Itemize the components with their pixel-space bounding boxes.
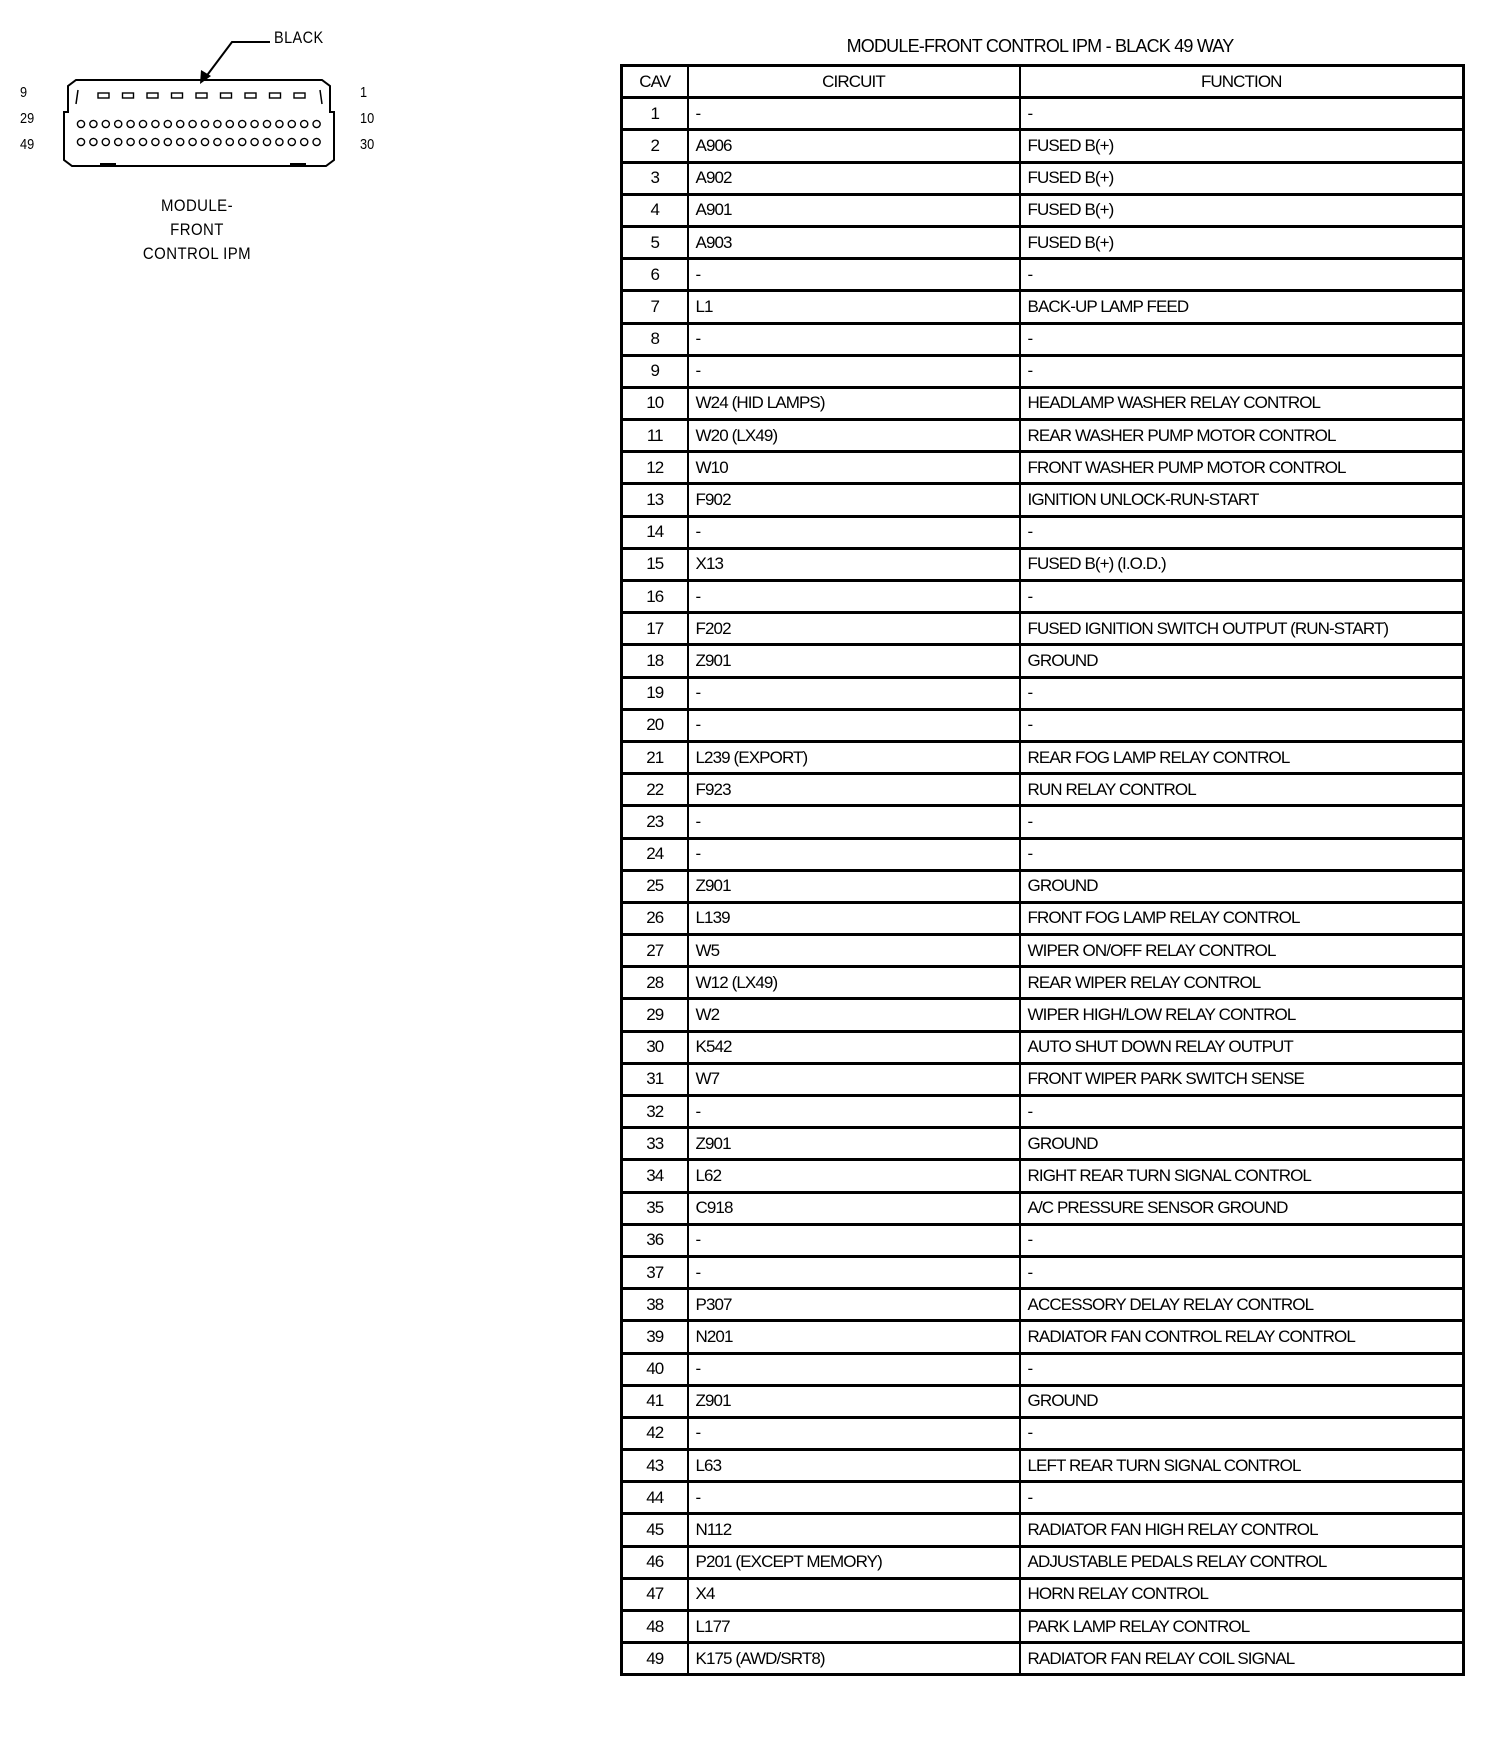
table-row: [622, 1578, 1464, 1610]
circuit-cell: -: [688, 838, 1020, 870]
pin-number-mid-left: 29: [20, 110, 35, 127]
circuit-cell: -: [688, 1096, 1020, 1128]
cav-cell: 3: [622, 162, 688, 194]
pin-cavity: [245, 93, 256, 98]
table-row: [622, 806, 1464, 838]
pin-cavity: [127, 120, 134, 127]
cav-cell: 48: [622, 1611, 688, 1643]
pin-cavity: [123, 93, 134, 98]
pin-number-bottom-left: 49: [20, 136, 35, 153]
connector-pin-cavities: [77, 93, 320, 146]
table-row: [622, 677, 1464, 709]
cav-cell: 5: [622, 226, 688, 258]
table-row: [622, 1128, 1464, 1160]
table-row: [622, 1096, 1464, 1128]
circuit-cell: W5: [688, 935, 1020, 967]
table-row: [622, 1385, 1464, 1417]
cav-cell: 28: [622, 967, 688, 999]
circuit-cell: N112: [688, 1514, 1020, 1546]
function-cell: -: [1020, 1224, 1464, 1256]
table-row: [622, 967, 1464, 999]
cav-cell: 36: [622, 1224, 688, 1256]
pin-cavity: [90, 138, 97, 145]
pin-cavity: [77, 120, 84, 127]
function-cell: -: [1020, 259, 1464, 291]
function-cell: RADIATOR FAN RELAY COIL SIGNAL: [1020, 1643, 1464, 1675]
module-label-line: CONTROL IPM: [142, 244, 252, 263]
module-label-line: FRONT: [170, 220, 224, 239]
function-cell: GROUND: [1020, 1385, 1464, 1417]
pin-cavity: [177, 120, 184, 127]
module-label: [122, 194, 272, 266]
circuit-cell: -: [688, 806, 1020, 838]
cav-cell: 9: [622, 355, 688, 387]
function-cell: -: [1020, 1353, 1464, 1385]
table-row: [622, 259, 1464, 291]
cav-cell: 38: [622, 1289, 688, 1321]
function-cell: FUSED B(+): [1020, 226, 1464, 258]
circuit-cell: L62: [688, 1160, 1020, 1192]
pin-cavity: [201, 138, 208, 145]
function-cell: FRONT WASHER PUMP MOTOR CONTROL: [1020, 452, 1464, 484]
pin-cavity: [164, 138, 171, 145]
cav-cell: 42: [622, 1417, 688, 1449]
circuit-cell: C918: [688, 1192, 1020, 1224]
pin-cavity: [294, 93, 305, 98]
pin-cavity: [301, 138, 308, 145]
table-row: [622, 1546, 1464, 1578]
cav-cell: 1: [622, 98, 688, 130]
pin-cavity: [127, 138, 134, 145]
function-cell: -: [1020, 1417, 1464, 1449]
function-cell: HORN RELAY CONTROL: [1020, 1578, 1464, 1610]
cav-cell: 19: [622, 677, 688, 709]
function-cell: ACCESSORY DELAY RELAY CONTROL: [1020, 1289, 1464, 1321]
circuit-cell: K175 (AWD/SRT8): [688, 1643, 1020, 1675]
circuit-cell: A906: [688, 130, 1020, 162]
function-cell: RUN RELAY CONTROL: [1020, 774, 1464, 806]
table-row: [622, 1289, 1464, 1321]
pin-cavity: [313, 138, 320, 145]
table-row: [622, 1482, 1464, 1514]
circuit-cell: X4: [688, 1578, 1020, 1610]
cav-cell: 47: [622, 1578, 688, 1610]
table-row: [622, 548, 1464, 580]
cav-cell: 43: [622, 1450, 688, 1482]
module-label-line: MODULE-: [160, 196, 234, 215]
circuit-cell: W10: [688, 452, 1020, 484]
pin-cavity: [276, 120, 283, 127]
header-cav: CAV: [622, 66, 688, 98]
circuit-cell: F202: [688, 613, 1020, 645]
pin-cavity: [239, 138, 246, 145]
table-row: [622, 484, 1464, 516]
table-row: [622, 1031, 1464, 1063]
cav-cell: 11: [622, 420, 688, 452]
cav-cell: 8: [622, 323, 688, 355]
pin-cavity: [263, 138, 270, 145]
function-cell: -: [1020, 1096, 1464, 1128]
circuit-cell: F923: [688, 774, 1020, 806]
pin-cavity: [90, 120, 97, 127]
circuit-cell: -: [688, 98, 1020, 130]
table-row: [622, 999, 1464, 1031]
table-row: [622, 1353, 1464, 1385]
circuit-cell: -: [688, 1482, 1020, 1514]
function-cell: FUSED B(+): [1020, 162, 1464, 194]
table-row: [622, 838, 1464, 870]
circuit-cell: L63: [688, 1450, 1020, 1482]
table-row: [622, 323, 1464, 355]
function-cell: A/C PRESSURE SENSOR GROUND: [1020, 1192, 1464, 1224]
table-row: [622, 355, 1464, 387]
table-row: [622, 420, 1464, 452]
function-cell: FUSED B(+) (I.O.D.): [1020, 548, 1464, 580]
table-row: [622, 1611, 1464, 1643]
function-cell: HEADLAMP WASHER RELAY CONTROL: [1020, 387, 1464, 419]
circuit-cell: Z901: [688, 1128, 1020, 1160]
cav-cell: 44: [622, 1482, 688, 1514]
table-row: [622, 226, 1464, 258]
table-title: MODULE-FRONT CONTROL IPM - BLACK 49 WAY: [846, 36, 1234, 56]
circuit-cell: Z901: [688, 1385, 1020, 1417]
table-row: [622, 98, 1464, 130]
function-cell: -: [1020, 98, 1464, 130]
circuit-cell: -: [688, 709, 1020, 741]
table-row: [622, 1417, 1464, 1449]
connector-color-callout: BLACK: [274, 28, 324, 47]
circuit-cell: P201 (EXCEPT MEMORY): [688, 1546, 1020, 1578]
function-cell: BACK-UP LAMP FEED: [1020, 291, 1464, 323]
cav-cell: 30: [622, 1031, 688, 1063]
pin-cavity: [147, 93, 158, 98]
cav-cell: 37: [622, 1256, 688, 1288]
pin-cavity: [270, 93, 281, 98]
circuit-cell: -: [688, 677, 1020, 709]
pin-cavity: [139, 138, 146, 145]
cav-cell: 22: [622, 774, 688, 806]
pin-cavity: [77, 138, 84, 145]
cav-cell: 14: [622, 516, 688, 548]
function-cell: GROUND: [1020, 1128, 1464, 1160]
circuit-cell: W12 (LX49): [688, 967, 1020, 999]
cav-cell: 32: [622, 1096, 688, 1128]
function-cell: -: [1020, 516, 1464, 548]
table-row: [622, 291, 1464, 323]
circuit-cell: -: [688, 1224, 1020, 1256]
circuit-cell: L1: [688, 291, 1020, 323]
pin-cavity: [226, 138, 233, 145]
circuit-cell: W7: [688, 1063, 1020, 1095]
pin-cavity: [214, 120, 221, 127]
circuit-cell: -: [688, 1353, 1020, 1385]
pinout-table-body: [622, 98, 1464, 1675]
circuit-cell: -: [688, 1417, 1020, 1449]
cav-cell: 31: [622, 1063, 688, 1095]
table-header-row: [622, 66, 1464, 98]
cav-cell: 13: [622, 484, 688, 516]
function-cell: RIGHT REAR TURN SIGNAL CONTROL: [1020, 1160, 1464, 1192]
pin-cavity: [226, 120, 233, 127]
pin-cavity: [98, 93, 109, 98]
table-row: [622, 1321, 1464, 1353]
cav-cell: 41: [622, 1385, 688, 1417]
table-row: [622, 1450, 1464, 1482]
function-cell: -: [1020, 1256, 1464, 1288]
circuit-cell: W24 (HID LAMPS): [688, 387, 1020, 419]
circuit-cell: A901: [688, 194, 1020, 226]
function-cell: RADIATOR FAN HIGH RELAY CONTROL: [1020, 1514, 1464, 1546]
cav-cell: 2: [622, 130, 688, 162]
circuit-cell: -: [688, 1256, 1020, 1288]
circuit-cell: F902: [688, 484, 1020, 516]
circuit-cell: -: [688, 259, 1020, 291]
cav-cell: 15: [622, 548, 688, 580]
circuit-cell: -: [688, 355, 1020, 387]
function-cell: FUSED B(+): [1020, 194, 1464, 226]
cav-cell: 23: [622, 806, 688, 838]
cav-cell: 6: [622, 259, 688, 291]
cav-cell: 40: [622, 1353, 688, 1385]
pinout-table: [620, 64, 1465, 1676]
table-row: [622, 1063, 1464, 1095]
pin-cavity: [201, 120, 208, 127]
function-cell: -: [1020, 581, 1464, 613]
table-row: [622, 1256, 1464, 1288]
cav-cell: 29: [622, 999, 688, 1031]
function-cell: -: [1020, 323, 1464, 355]
pin-cavity: [172, 93, 183, 98]
pin-cavity: [251, 120, 258, 127]
circuit-cell: N201: [688, 1321, 1020, 1353]
cav-cell: 49: [622, 1643, 688, 1675]
circuit-cell: -: [688, 323, 1020, 355]
table-row: [622, 130, 1464, 162]
function-cell: IGNITION UNLOCK-RUN-START: [1020, 484, 1464, 516]
circuit-cell: X13: [688, 548, 1020, 580]
table-row: [622, 935, 1464, 967]
function-cell: PARK LAMP RELAY CONTROL: [1020, 1611, 1464, 1643]
circuit-cell: L239 (EXPORT): [688, 741, 1020, 773]
function-cell: -: [1020, 709, 1464, 741]
table-row: [622, 1192, 1464, 1224]
table-row: [622, 581, 1464, 613]
cav-cell: 4: [622, 194, 688, 226]
cav-cell: 18: [622, 645, 688, 677]
pin-cavity: [313, 120, 320, 127]
table-row: [622, 194, 1464, 226]
table-row: [622, 1643, 1464, 1675]
function-cell: RADIATOR FAN CONTROL RELAY CONTROL: [1020, 1321, 1464, 1353]
pin-cavity: [251, 138, 258, 145]
pin-cavity: [263, 120, 270, 127]
cav-cell: 12: [622, 452, 688, 484]
pin-cavity: [164, 120, 171, 127]
circuit-cell: K542: [688, 1031, 1020, 1063]
cav-cell: 24: [622, 838, 688, 870]
function-cell: WIPER HIGH/LOW RELAY CONTROL: [1020, 999, 1464, 1031]
table-row: [622, 1160, 1464, 1192]
circuit-cell: -: [688, 581, 1020, 613]
function-cell: REAR WASHER PUMP MOTOR CONTROL: [1020, 420, 1464, 452]
cav-cell: 27: [622, 935, 688, 967]
cav-cell: 39: [622, 1321, 688, 1353]
function-cell: ADJUSTABLE PEDALS RELAY CONTROL: [1020, 1546, 1464, 1578]
circuit-cell: P307: [688, 1289, 1020, 1321]
pin-cavity: [301, 120, 308, 127]
pin-number-top-right: 1: [360, 84, 368, 101]
pin-cavity: [196, 93, 207, 98]
cav-cell: 45: [622, 1514, 688, 1546]
pin-cavity: [152, 120, 159, 127]
circuit-cell: L139: [688, 902, 1020, 934]
function-cell: LEFT REAR TURN SIGNAL CONTROL: [1020, 1450, 1464, 1482]
table-row: [622, 1514, 1464, 1546]
function-cell: -: [1020, 1482, 1464, 1514]
cav-cell: 10: [622, 387, 688, 419]
function-cell: GROUND: [1020, 645, 1464, 677]
pin-cavity: [214, 138, 221, 145]
pin-cavity: [102, 120, 109, 127]
table-row: [622, 452, 1464, 484]
pin-cavity: [152, 138, 159, 145]
table-row: [622, 613, 1464, 645]
cav-cell: 46: [622, 1546, 688, 1578]
table-row: [622, 870, 1464, 902]
table-row: [622, 645, 1464, 677]
callout-leader-line: [205, 42, 270, 78]
cav-cell: 33: [622, 1128, 688, 1160]
table-row: [622, 516, 1464, 548]
function-cell: FUSED IGNITION SWITCH OUTPUT (RUN-START): [1020, 613, 1464, 645]
pin-number-mid-right: 10: [360, 110, 375, 127]
cav-cell: 7: [622, 291, 688, 323]
header-circuit: CIRCUIT: [688, 66, 1020, 98]
cav-cell: 26: [622, 902, 688, 934]
function-cell: -: [1020, 806, 1464, 838]
cav-cell: 17: [622, 613, 688, 645]
connector-diagram: [0, 0, 420, 280]
table-row: [622, 162, 1464, 194]
function-cell: GROUND: [1020, 870, 1464, 902]
circuit-cell: W20 (LX49): [688, 420, 1020, 452]
pin-cavity: [276, 138, 283, 145]
pin-cavity: [189, 120, 196, 127]
table-row: [622, 741, 1464, 773]
table-row: [622, 709, 1464, 741]
pin-cavity: [288, 120, 295, 127]
function-cell: REAR WIPER RELAY CONTROL: [1020, 967, 1464, 999]
table-row: [622, 1224, 1464, 1256]
pin-number-bottom-right: 30: [360, 136, 375, 153]
pin-number-top-left: 9: [20, 84, 28, 101]
header-function: FUNCTION: [1020, 66, 1464, 98]
function-cell: REAR FOG LAMP RELAY CONTROL: [1020, 741, 1464, 773]
circuit-cell: Z901: [688, 870, 1020, 902]
circuit-cell: -: [688, 516, 1020, 548]
pin-cavity: [288, 138, 295, 145]
table-row: [622, 774, 1464, 806]
cav-cell: 21: [622, 741, 688, 773]
function-cell: -: [1020, 355, 1464, 387]
function-cell: FRONT WIPER PARK SWITCH SENSE: [1020, 1063, 1464, 1095]
function-cell: -: [1020, 838, 1464, 870]
circuit-cell: Z901: [688, 645, 1020, 677]
pin-cavity: [239, 120, 246, 127]
pin-cavity: [139, 120, 146, 127]
circuit-cell: L177: [688, 1611, 1020, 1643]
pin-cavity: [102, 138, 109, 145]
cav-cell: 35: [622, 1192, 688, 1224]
pin-cavity: [115, 120, 122, 127]
function-cell: AUTO SHUT DOWN RELAY OUTPUT: [1020, 1031, 1464, 1063]
cav-cell: 34: [622, 1160, 688, 1192]
function-cell: FRONT FOG LAMP RELAY CONTROL: [1020, 902, 1464, 934]
cav-cell: 20: [622, 709, 688, 741]
pin-cavity: [115, 138, 122, 145]
pin-cavity: [189, 138, 196, 145]
table-row: [622, 902, 1464, 934]
circuit-cell: A903: [688, 226, 1020, 258]
function-cell: -: [1020, 677, 1464, 709]
pin-cavity: [177, 138, 184, 145]
function-cell: FUSED B(+): [1020, 130, 1464, 162]
table-row: [622, 387, 1464, 419]
function-cell: WIPER ON/OFF RELAY CONTROL: [1020, 935, 1464, 967]
pin-cavity: [221, 93, 232, 98]
cav-cell: 25: [622, 870, 688, 902]
circuit-cell: W2: [688, 999, 1020, 1031]
circuit-cell: A902: [688, 162, 1020, 194]
cav-cell: 16: [622, 581, 688, 613]
